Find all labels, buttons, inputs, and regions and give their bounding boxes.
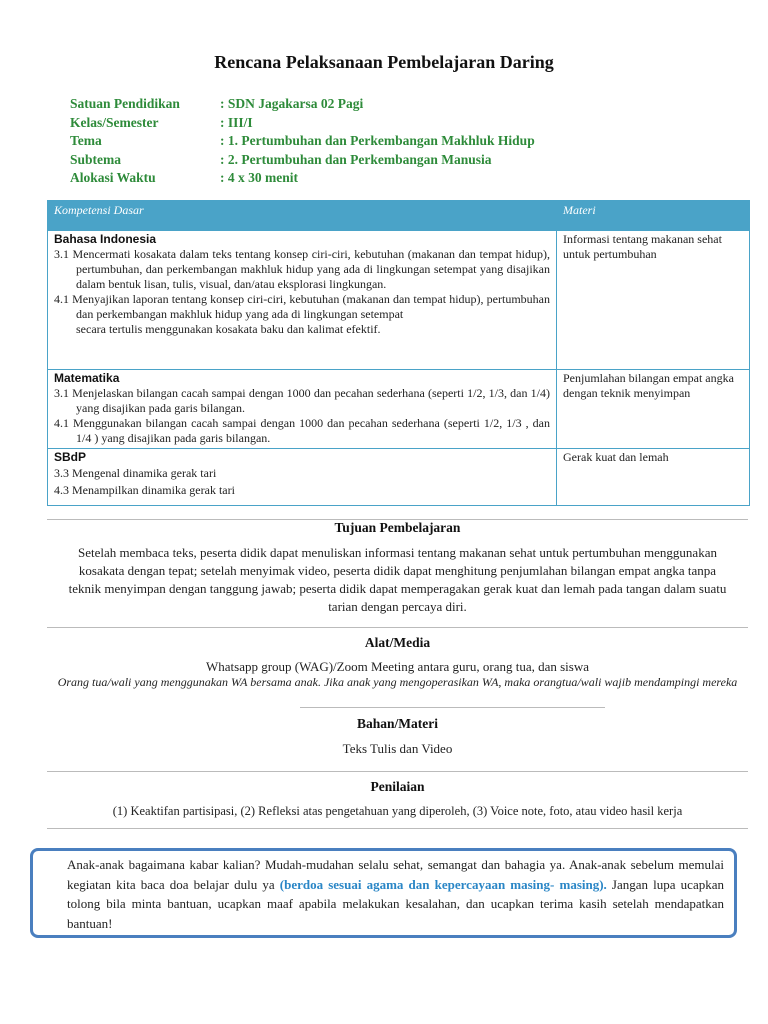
table-row (48, 448, 749, 505)
bahan-section (47, 716, 748, 757)
kd-cell (48, 370, 557, 448)
kd-cell (48, 231, 557, 369)
kd-item: 3.1 Menjelaskan bilangan cacah sampai dengan 1000 dan pecahan sederhana (seperti 1/2, 1/3, dan 1/4) yang disajikan pada garis bilangan. (54, 386, 550, 415)
message-highlight: (berdoa sesuai agama dan kepercayaan masing- masing). (279, 876, 607, 892)
competency-table (47, 200, 750, 506)
kd-item-continuation: secara tertulis menggunakan kosakata baku dan kalimat efektif. (76, 322, 381, 336)
message-text: Anak-anak bagaimana kabar kalian? Mudah-mudahan selalu sehat, semangat dan bahagia ya. Anak-anak sebelum memulai kegiatan kita baca doa belajar dulu ya (67, 857, 724, 892)
table-header (48, 201, 749, 230)
penilaian-text: (1) Keaktifan partisipasi, (2) Refleksi atas pengetahuan yang diperoleh, (3) Voice note, foto, atau video hasil kerja (112, 804, 683, 818)
table-row (48, 369, 749, 448)
tujuan-heading: Tujuan Pembelajaran (334, 520, 461, 535)
header-materi: Materi (563, 203, 596, 217)
page-title: Rencana Pelaksanaan Pembelajaran Daring (214, 52, 554, 72)
materi-cell: Informasi tentang makanan sehat untuk pertumbuhan (563, 232, 722, 261)
info-row (70, 114, 535, 133)
message-text-end: Jangan lupa ucapkan tolong bila minta bantuan, ucapkan maaf apabila melakukan kesalahan, dan ucapkan terima kasih setelah mendapatkan bantuan! (67, 876, 724, 931)
info-label: Tema (70, 133, 102, 148)
alat-heading: Alat/Media (364, 635, 431, 650)
info-label: Satuan Pendidikan (70, 96, 180, 111)
table-row (48, 230, 749, 369)
info-row (70, 132, 535, 151)
info-value: : SDN Jagakarsa 02 Pagi (220, 96, 364, 111)
bahan-text: Teks Tulis dan Video (342, 741, 453, 756)
kd-cell (48, 449, 557, 505)
header-kompetensi-dasar: Kompetensi Dasar (54, 203, 144, 217)
info-row (70, 151, 535, 170)
alat-note: Orang tua/wali yang menggunakan WA bersama anak. Jika anak yang mengoperasikan WA, maka orangtua/wali wajib mendampingi mereka (57, 675, 738, 689)
tujuan-text: Setelah membaca teks, peserta didik dapat menuliskan informasi tentang makanan sehat untuk pertumbuhan menggunakan kosakata dengan tepat; setelah menyimak video, peserta didik dapat menghitung penjumlahan bilangan empat angka tanpa teknik menyimpan dengan tanggung jawab; peserta didik dapat memperagakan gerak kuat dan lemah pada tangan dalam suatu tarian dengan percaya diri. (68, 545, 727, 614)
subject-label: Bahasa Indonesia (54, 232, 157, 246)
info-value: : 4 x 30 menit (220, 170, 298, 185)
subject-label: SBdP (54, 450, 87, 464)
tujuan-section (47, 520, 748, 616)
materi-cell: Gerak kuat dan lemah (563, 450, 669, 464)
kd-item: 4.3 Menampilkan dinamika gerak tari (54, 483, 235, 497)
info-value: : 2. Pertumbuhan dan Perkembangan Manusia (220, 151, 492, 167)
materi-cell: Penjumlahan bilangan empat angka dengan teknik menyimpan (563, 371, 734, 400)
info-value: : 1. Pertumbuhan dan Perkembangan Makhluk Hidup (220, 133, 535, 148)
penilaian-heading: Penilaian (370, 779, 425, 794)
info-label: Subtema (70, 151, 122, 167)
info-label: Alokasi Waktu (70, 170, 156, 185)
kd-item: 3.1 Mencermati kosakata dalam teks tentang konsep ciri-ciri, kebutuhan (makanan dan tempat hidup), pertumbuhan, dan perkembangan makhluk hidup yang ada di lingkungan setempat yang disajikan dalam bentuk lisan, tulis, visual, dan/atau eksplorasi lingkungan. (54, 247, 550, 291)
info-label: Kelas/Semester (70, 114, 159, 130)
student-message-box (30, 848, 737, 938)
info-row (70, 95, 535, 114)
kd-item: 3.3 Mengenal dinamika gerak tari (54, 466, 217, 480)
alat-section (47, 635, 748, 690)
divider (47, 627, 748, 628)
info-value: : III/I (220, 114, 253, 130)
identity-info (70, 95, 535, 188)
penilaian-section (47, 779, 748, 819)
alat-text: Whatsapp group (WAG)/Zoom Meeting antara guru, orang tua, dan siswa (205, 659, 590, 674)
divider (300, 707, 605, 708)
bahan-heading: Bahan/Materi (357, 716, 438, 731)
divider (47, 828, 748, 829)
kd-item: 4.1 Menggunakan bilangan cacah sampai dengan 1000 dan pecahan sederhana (seperti 1/2, 1/3 , dan 1/4 ) yang disajikan pada garis bilangan. (54, 416, 550, 445)
info-row (70, 169, 535, 188)
divider (47, 771, 748, 772)
kd-item: 4.1 Menyajikan laporan tentang konsep ciri-ciri, kebutuhan (makanan dan tempat hidup), pertumbuhan dan perkembangan makhluk hidup yang ada di lingkungan setempat (54, 292, 550, 321)
subject-label: Matematika (54, 371, 120, 385)
